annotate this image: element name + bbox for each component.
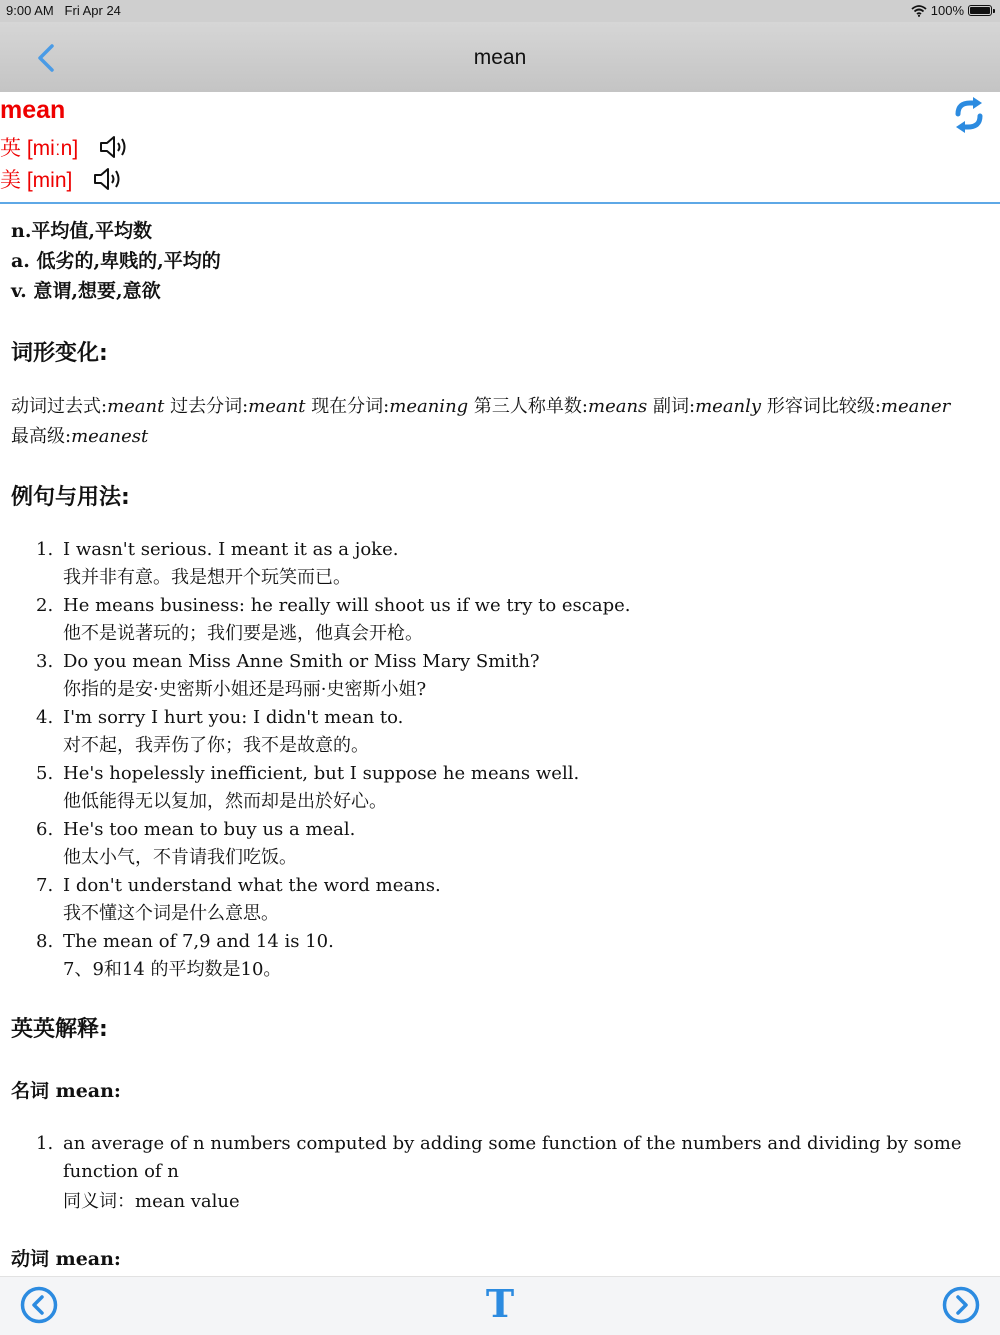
navigation-bar <box>0 22 1000 92</box>
section-word-forms: 词形变化: <box>11 341 108 366</box>
form-present-participle-value: meaning <box>389 396 469 417</box>
example-english: Do you mean Miss Anne Smith or Miss Mary Smith? <box>63 651 540 672</box>
form-third-person-value: means <box>588 396 648 417</box>
item-number: 2. <box>36 595 54 616</box>
form-past-label: 动词过去式: <box>11 396 108 417</box>
item-number: 1. <box>36 539 54 560</box>
uk-pronunciation <box>0 132 128 162</box>
status-time: 9:00 AM <box>6 3 54 18</box>
battery-icon <box>968 5 992 16</box>
example-chinese: 我不懂这个词是什么意思。 <box>63 903 279 924</box>
refresh-icon[interactable] <box>952 96 986 134</box>
form-comparative-value: meaner <box>880 396 951 417</box>
status-right <box>911 3 992 18</box>
section-examples: 例句与用法: <box>11 485 130 510</box>
word-forms <box>11 392 991 452</box>
noun-sense-list <box>11 1130 991 1216</box>
status-time-date <box>6 3 121 18</box>
sense-synonym: 同义词：mean value <box>63 1191 240 1212</box>
speaker-icon[interactable] <box>92 165 122 193</box>
list-item <box>11 760 991 816</box>
item-number: 4. <box>36 707 54 728</box>
list-item <box>11 536 991 592</box>
item-number: 7. <box>36 875 54 896</box>
form-past-value: meant <box>107 396 165 417</box>
item-number: 8. <box>36 931 54 952</box>
item-number: 3. <box>36 651 54 672</box>
example-english: I don't understand what the word means. <box>63 875 441 896</box>
form-comparative-label: 形容词比较级: <box>766 396 881 417</box>
circle-chevron-left-icon[interactable] <box>20 1286 58 1324</box>
status-date: Fri Apr 24 <box>64 3 121 18</box>
form-third-person-label: 第三人称单数: <box>473 396 588 417</box>
example-chinese: 7、9和14 的平均数是10。 <box>63 959 282 980</box>
definition-verb: v. 意谓,想要,意欲 <box>11 280 161 302</box>
item-number: 1. <box>36 1133 54 1154</box>
example-chinese: 他低能得无以复加，然而却是出於好心。 <box>63 791 387 812</box>
form-adverb-label: 副词: <box>653 396 696 417</box>
example-english: He means business: he really will shoot us if we try to escape. <box>63 595 631 616</box>
example-english: He's too mean to buy us a meal. <box>63 819 356 840</box>
list-item <box>11 704 991 760</box>
example-english: The mean of 7,9 and 14 is 10. <box>63 931 334 952</box>
list-item <box>11 928 991 984</box>
word-header <box>0 92 1000 204</box>
wifi-icon <box>911 5 927 17</box>
section-english-definitions: 英英解释: <box>11 1017 108 1042</box>
example-chinese: 他不是说著玩的；我们要是逃，他真会开枪。 <box>63 623 423 644</box>
definitions <box>11 216 221 306</box>
example-chinese: 他太小气，不肯请我们吃饭。 <box>63 847 297 868</box>
verb-heading: 动词 mean: <box>11 1248 121 1270</box>
example-english: He's hopelessly inefficient, but I suppose he means well. <box>63 763 580 784</box>
definition-noun: n.平均值,平均数 <box>11 220 153 242</box>
form-present-participle-label: 现在分词: <box>311 396 390 417</box>
speaker-icon[interactable] <box>98 133 128 161</box>
list-item <box>11 872 991 928</box>
headword: mean <box>0 96 66 124</box>
list-item <box>11 1130 991 1216</box>
example-english: I wasn't serious. I meant it as a joke. <box>63 539 399 560</box>
list-item <box>11 816 991 872</box>
bottom-toolbar <box>0 1276 1000 1335</box>
item-number: 6. <box>36 819 54 840</box>
form-past-participle-label: 过去分词: <box>170 396 249 417</box>
circle-chevron-right-icon[interactable] <box>942 1286 980 1324</box>
form-superlative-label: 最高级: <box>11 426 72 447</box>
noun-heading: 名词 mean: <box>11 1080 121 1102</box>
example-list <box>11 536 991 984</box>
font-size-icon[interactable]: T <box>485 1281 515 1326</box>
sense-definition: an average of n numbers computed by adding some function of the numbers and dividing by some function of n <box>63 1133 962 1182</box>
uk-phonetic: 英 [miːn] <box>0 137 79 160</box>
example-english: I'm sorry I hurt you: I didn't mean to. <box>63 707 404 728</box>
form-past-participle-value: meant <box>248 396 306 417</box>
battery-percent: 100% <box>930 3 964 18</box>
list-item <box>11 648 991 704</box>
example-chinese: 对不起，我弄伤了你；我不是故意的。 <box>63 735 369 756</box>
us-phonetic: 美 [min] <box>0 169 73 192</box>
example-chinese: 你指的是安·史密斯小姐还是玛丽·史密斯小姐? <box>63 679 427 700</box>
status-bar <box>0 0 1000 22</box>
item-number: 5. <box>36 763 54 784</box>
entry-content <box>0 204 1000 1276</box>
form-adverb-value: meanly <box>695 396 762 417</box>
list-item <box>11 592 991 648</box>
form-superlative-value: meanest <box>71 426 149 447</box>
example-chinese: 我并非有意。我是想开个玩笑而已。 <box>63 567 351 588</box>
definition-adjective: a. 低劣的,卑贱的,平均的 <box>11 250 221 272</box>
page-title: mean <box>473 46 527 69</box>
us-pronunciation <box>0 164 122 194</box>
